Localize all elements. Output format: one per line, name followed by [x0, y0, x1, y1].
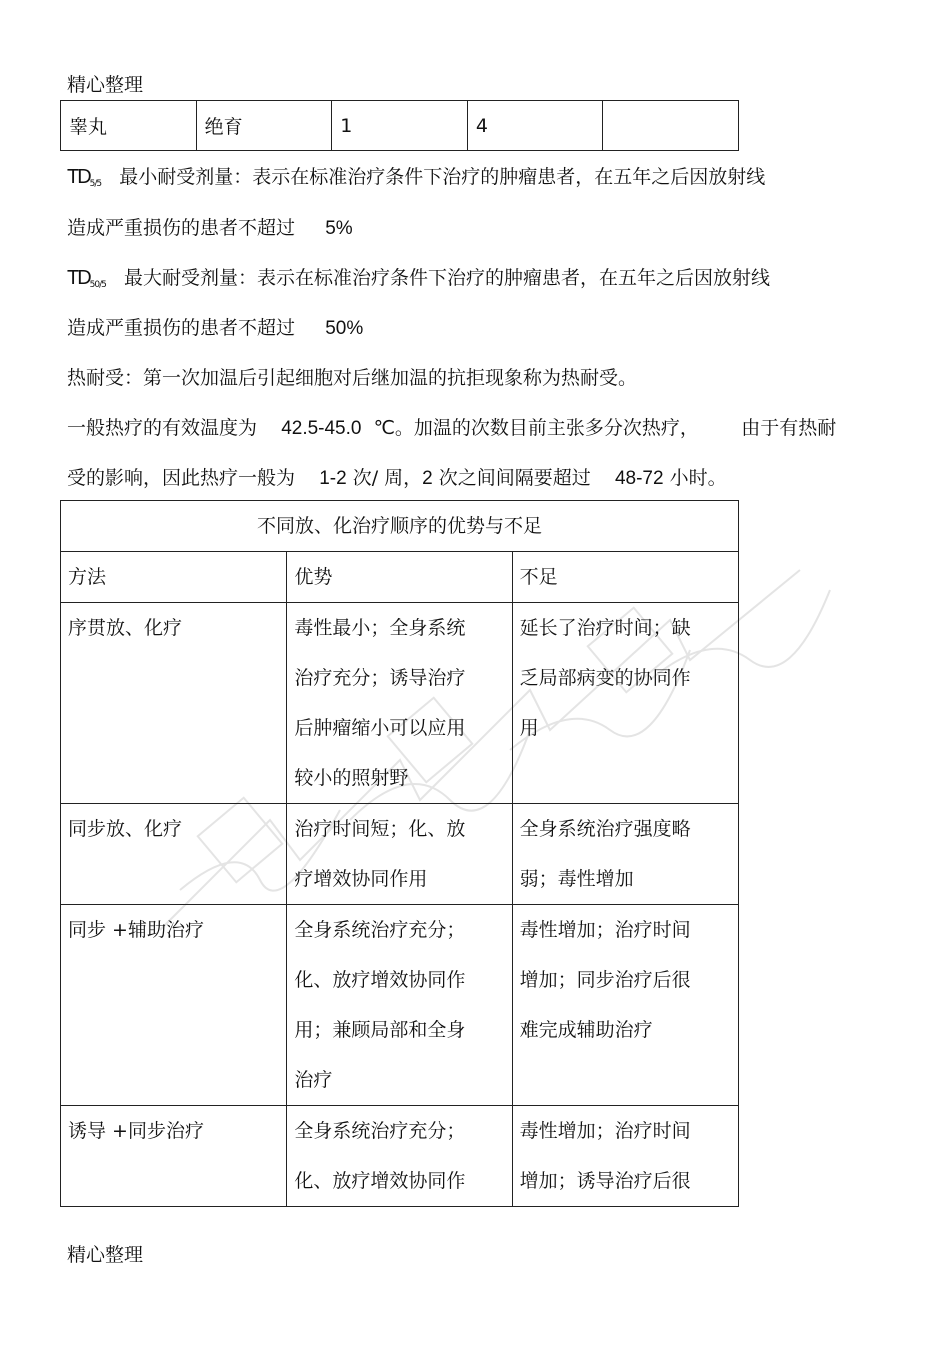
page-header: 精心整理 — [67, 74, 144, 96]
cell-text-line: 较小的照射野 — [294, 767, 409, 789]
cell-text-line: 用 — [519, 717, 539, 739]
cell-text-line: 同步放、化疗 — [68, 818, 183, 840]
cell-text-line: 诱导 +同步治疗 — [68, 1120, 204, 1142]
hyper-text: 受的影响，因此热疗一般为 — [67, 467, 296, 489]
cell-text-line: 难完成辅助治疗 — [519, 1019, 653, 1041]
cell-text-line: 治疗充分；诱导治疗 — [294, 667, 466, 689]
organ-dose-table — [60, 100, 739, 151]
cell-text-line: 治疗时间短；化、放 — [294, 818, 466, 840]
cell-text-line: 毒性最小；全身系统 — [294, 617, 466, 639]
td5-definition-line2 — [67, 213, 887, 240]
table-cell: 睾丸 — [61, 101, 197, 151]
cell-text-line: 延长了治疗时间；缺 — [519, 617, 691, 639]
disadvantage-cell — [512, 1106, 738, 1207]
hyper-text: ℃。加温的次数目前主张多分次热疗， — [373, 417, 699, 439]
disadvantage-cell — [512, 603, 738, 804]
td50-text: 最大耐受剂量：表示在标准治疗条件下治疗的肿瘤患者，在五年之后因放射线 — [124, 267, 771, 289]
hyper-temperature: 42.5-45.0 — [281, 418, 362, 439]
advantage-cell — [287, 603, 512, 804]
cell-text-line: 增加；诱导治疗后很 — [519, 1170, 691, 1192]
page-footer: 精心整理 — [67, 1244, 144, 1266]
td-label: TD — [67, 267, 90, 289]
column-header-method: 方法 — [61, 552, 287, 603]
hyper-text: 次之间间隔要超过 — [438, 467, 591, 489]
hyper-text: 次/ 周， — [352, 467, 423, 489]
td5-text-cont: 造成严重损伤的患者不超过 — [67, 217, 296, 239]
hyper-text: 由于有热耐 — [741, 417, 837, 439]
cell-text-line: 增加；同步治疗后很 — [519, 969, 691, 991]
cell-text-line: 同步 +辅助治疗 — [68, 919, 204, 941]
column-header-advantage: 优势 — [287, 552, 512, 603]
advantage-cell — [287, 804, 512, 905]
advantage-cell — [287, 1106, 512, 1207]
method-cell — [61, 603, 287, 804]
cell-text-line: 全身系统治疗强度略 — [519, 818, 691, 840]
cell-text-line: 序贯放、化疗 — [68, 617, 183, 639]
comparison-table-body — [61, 603, 739, 1207]
td5-text: 最小耐受剂量：表示在标准治疗条件下治疗的肿瘤患者，在五年之后因放射线 — [119, 166, 766, 188]
table-row — [61, 1106, 739, 1207]
cell-text-line: 治疗 — [294, 1069, 333, 1091]
td5-value: 5% — [325, 218, 353, 239]
method-cell — [61, 905, 287, 1106]
hyper-text: 一般热疗的有效温度为 — [67, 417, 258, 439]
td5-definition-line1 — [67, 162, 887, 189]
td50-definition-line1 — [67, 263, 887, 290]
table-row — [61, 905, 739, 1106]
td50-definition-line2 — [67, 313, 887, 340]
cell-text-line: 后肿瘤缩小可以应用 — [294, 717, 466, 739]
method-cell — [61, 1106, 287, 1207]
hyper-interval: 48-72 — [614, 468, 664, 489]
advantage-cell — [287, 905, 512, 1106]
column-header-disadvantage: 不足 — [512, 552, 738, 603]
table-cell: 4 — [467, 101, 603, 151]
cell-text-line: 疗增效协同作用 — [294, 868, 428, 890]
td50-value: 50% — [325, 318, 364, 339]
thermotolerance-line: 热耐受：第一次加温后引起细胞对后继加温的抗拒现象称为热耐受。 — [67, 367, 638, 389]
hyperthermia-line2 — [67, 463, 887, 490]
table-cell — [603, 101, 739, 151]
cell-text-line: 弱；毒性增加 — [519, 868, 634, 890]
table-title: 不同放、化治疗顺序的优势与不足 — [61, 501, 739, 552]
table-header-row — [61, 552, 739, 603]
td-label: TD — [67, 166, 90, 188]
cell-text-line: 全身系统治疗充分； — [294, 1120, 466, 1142]
cell-text-line: 用；兼顾局部和全身 — [294, 1019, 466, 1041]
table-cell: 绝育 — [196, 101, 332, 151]
cell-text-line: 毒性增加；治疗时间 — [519, 919, 691, 941]
td-subscript: 5/5 — [89, 179, 102, 189]
cell-text-line: 化、放疗增效协同作 — [294, 1170, 466, 1192]
disadvantage-cell — [512, 905, 738, 1106]
table-title-row — [61, 501, 739, 552]
table-row — [61, 804, 739, 905]
cell-text-line: 毒性增加；治疗时间 — [519, 1120, 691, 1142]
table-cell: 1 — [332, 101, 468, 151]
table-row — [61, 603, 739, 804]
cell-text-line: 化、放疗增效协同作 — [294, 969, 466, 991]
td50-text-cont: 造成严重损伤的患者不超过 — [67, 317, 296, 339]
cell-text-line: 乏局部病变的协同作 — [519, 667, 691, 689]
cell-text-line: 全身系统治疗充分； — [294, 919, 466, 941]
hyperthermia-line1 — [67, 413, 887, 440]
hyper-frequency: 1-2 — [319, 468, 347, 489]
hyper-count: 2 — [422, 468, 433, 489]
table-row — [61, 101, 739, 151]
hyper-text: 小时。 — [669, 467, 727, 489]
comparison-table — [60, 500, 739, 1207]
method-cell — [61, 804, 287, 905]
td-subscript: 50/5 — [89, 280, 106, 290]
disadvantage-cell — [512, 804, 738, 905]
